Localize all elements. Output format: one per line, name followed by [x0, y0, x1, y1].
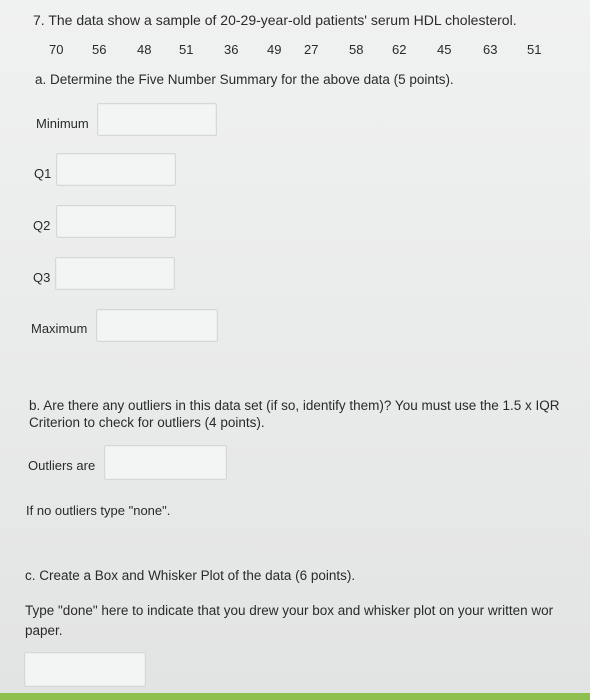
data-value: 36: [224, 42, 239, 57]
q3-input[interactable]: [55, 257, 175, 290]
question-title: 7. The data show a sample of 20-29-year-old patients' serum HDL cholesterol.: [33, 12, 517, 28]
part-c-instruction-line2: paper.: [25, 623, 63, 638]
outliers-input[interactable]: [104, 445, 227, 480]
outliers-label: Outliers are: [28, 458, 96, 473]
data-value: 70: [49, 42, 64, 57]
part-b-prompt-line1: b. Are there any outliers in this data set (if so, identify them)? You must use the 1.5 x IQR: [29, 398, 560, 413]
data-value: 51: [179, 42, 194, 57]
minimum-input[interactable]: [97, 103, 217, 136]
part-c-prompt: c. Create a Box and Whisker Plot of the data (6 points).: [25, 568, 356, 583]
data-value: 56: [92, 42, 107, 57]
q2-input[interactable]: [56, 205, 176, 238]
data-value: 51: [527, 42, 542, 57]
data-value: 27: [304, 42, 319, 57]
q3-label: Q3: [33, 270, 51, 285]
done-input[interactable]: [24, 652, 146, 687]
maximum-label: Maximum: [31, 321, 88, 336]
data-value: 62: [392, 42, 407, 57]
data-value: 63: [483, 42, 498, 57]
data-value: 45: [437, 42, 452, 57]
data-value: 48: [137, 42, 152, 57]
part-b-note: If no outliers type "none".: [26, 503, 171, 518]
q1-label: Q1: [34, 166, 52, 181]
q1-input[interactable]: [56, 153, 176, 186]
maximum-input[interactable]: [96, 309, 218, 342]
data-value: 58: [349, 42, 364, 57]
part-b-prompt-line2: Criterion to check for outliers (4 points).: [29, 415, 265, 430]
bottom-color-bar: [0, 693, 590, 700]
minimum-label: Minimum: [36, 116, 89, 131]
part-a-prompt: a. Determine the Five Number Summary for the above data (5 points).: [35, 72, 454, 87]
q2-label: Q2: [33, 218, 51, 233]
data-value: 49: [267, 42, 282, 57]
part-c-instruction-line1: Type "done" here to indicate that you drew your box and whisker plot on your written wor: [25, 603, 554, 618]
